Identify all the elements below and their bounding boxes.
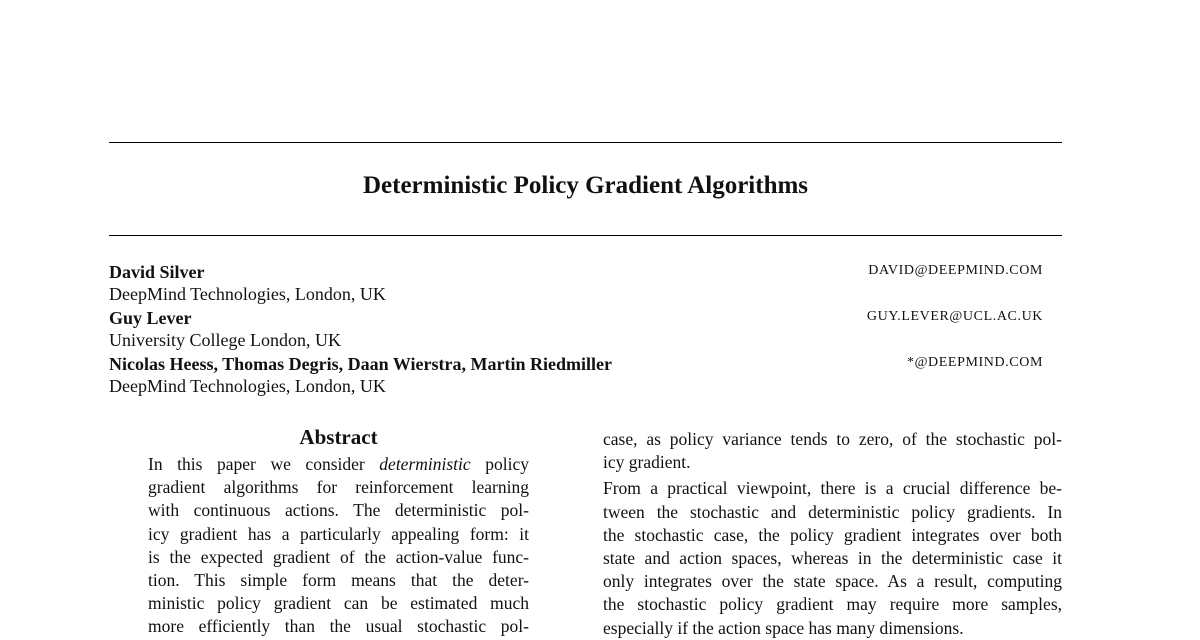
abstract-line — [148, 453, 529, 476]
author-entry — [109, 353, 1043, 399]
body-line: icy gradient. — [603, 452, 691, 473]
body-line: only integrates over the state space. As a result, computing — [603, 571, 1062, 592]
abstract-line-text: In this paper we consider — [148, 454, 380, 474]
author-block — [109, 261, 1043, 399]
author-affiliation: DeepMind Technologies, London, UK — [109, 376, 386, 396]
author-name: David Silver — [109, 262, 205, 282]
top-rule — [109, 142, 1062, 143]
abstract-emphasis: deterministic — [379, 454, 471, 474]
body-column-right — [603, 428, 1062, 640]
paper-title: Deterministic Policy Gradient Algorithms — [362, 172, 809, 199]
body-line: case, as policy variance tends to zero, of the stochastic pol- — [603, 429, 1062, 449]
body-line: state and action spaces, whereas in the deterministic case it — [603, 548, 1062, 569]
author-entry — [109, 307, 1043, 353]
abstract-line: gradient algorithms for reinforcement learning — [148, 477, 529, 498]
body-line: especially if the action space has many dimensions. — [603, 617, 964, 638]
bottom-rule — [109, 235, 1062, 236]
abstract-heading: Abstract — [299, 425, 378, 449]
author-affiliation: DeepMind Technologies, London, UK — [109, 284, 386, 304]
abstract-body — [148, 453, 529, 639]
author-email: GUY.LEVER@UCL.AC.UK — [866, 309, 1043, 324]
body-line: From a practical viewpoint, there is a crucial difference be- — [603, 478, 1062, 499]
abstract-line: icy gradient has a particularly appealing form: it — [148, 523, 529, 544]
abstract-line-tail: policy — [470, 454, 529, 474]
abstract-line: more efficiently than the usual stochastic pol- — [148, 616, 529, 637]
body-line: the stochastic case, the policy gradient integrates over both — [603, 524, 1062, 545]
author-email: *@DEEPMIND.COM — [906, 355, 1043, 370]
abstract-line: with continuous actions. The deterministic pol- — [148, 500, 529, 521]
body-line: the stochastic policy gradient may require more samples, — [603, 594, 1062, 615]
abstract-line: is the expected gradient of the action-value func- — [148, 546, 529, 567]
abstract-line: ministic policy gradient can be estimated much — [148, 593, 529, 614]
author-entry — [109, 261, 1043, 307]
body-line: tween the stochastic and deterministic policy gradients. In — [603, 501, 1062, 522]
abstract-line: tion. This simple form means that the deter- — [148, 570, 529, 591]
author-name: Guy Lever — [109, 308, 192, 328]
author-email: DAVID@DEEPMIND.COM — [868, 263, 1043, 278]
author-affiliation: University College London, UK — [109, 330, 341, 350]
author-name: Nicolas Heess, Thomas Degris, Daan Wierstra, Martin Riedmiller — [109, 354, 612, 374]
